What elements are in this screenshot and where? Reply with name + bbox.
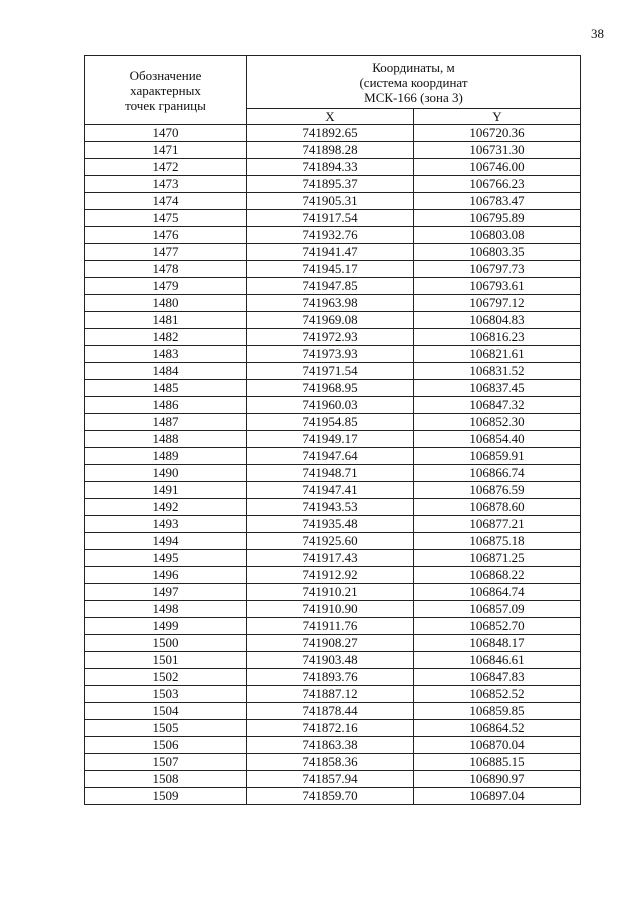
y-coordinate-cell: 106864.52 [414,720,581,737]
x-coordinate-cell: 741895.37 [247,176,414,193]
point-id-cell: 1496 [85,567,247,584]
table-row [85,754,581,771]
point-id-cell: 1487 [85,414,247,431]
x-coordinate-cell: 741908.27 [247,635,414,652]
y-coordinate-cell: 106847.83 [414,669,581,686]
point-id-cell: 1505 [85,720,247,737]
y-coordinate-cell: 106878.60 [414,499,581,516]
y-coordinate-cell: 106766.23 [414,176,581,193]
y-coordinate-cell: 106804.83 [414,312,581,329]
table-row [85,737,581,754]
table-row [85,414,581,431]
y-coordinate-cell: 106877.21 [414,516,581,533]
x-coordinate-cell: 741903.48 [247,652,414,669]
y-coordinate-cell: 106854.40 [414,431,581,448]
header-x: X [247,109,414,125]
point-id-cell: 1492 [85,499,247,516]
x-coordinate-cell: 741859.70 [247,788,414,805]
x-coordinate-cell: 741947.64 [247,448,414,465]
x-coordinate-cell: 741954.85 [247,414,414,431]
table-row [85,159,581,176]
x-coordinate-cell: 741968.95 [247,380,414,397]
x-coordinate-cell: 741898.28 [247,142,414,159]
table-row [85,550,581,567]
x-coordinate-cell: 741969.08 [247,312,414,329]
y-coordinate-cell: 106885.15 [414,754,581,771]
header-coords-line: (система координат [359,74,468,90]
y-coordinate-cell: 106875.18 [414,533,581,550]
y-coordinate-cell: 106859.85 [414,703,581,720]
point-id-cell: 1473 [85,176,247,193]
point-id-cell: 1478 [85,261,247,278]
header-point-line: точек границы [125,97,206,113]
x-coordinate-cell: 741911.76 [247,618,414,635]
y-coordinate-cell: 106852.70 [414,618,581,635]
point-id-cell: 1508 [85,771,247,788]
x-coordinate-cell: 741949.17 [247,431,414,448]
y-coordinate-cell: 106846.61 [414,652,581,669]
coordinates-table [84,55,581,805]
x-coordinate-cell: 741925.60 [247,533,414,550]
x-coordinate-cell: 741943.53 [247,499,414,516]
table-row [85,686,581,703]
point-id-cell: 1475 [85,210,247,227]
y-coordinate-cell: 106857.09 [414,601,581,618]
table-row [85,227,581,244]
point-id-cell: 1493 [85,516,247,533]
table-row [85,380,581,397]
x-coordinate-cell: 741947.85 [247,278,414,295]
y-coordinate-cell: 106797.73 [414,261,581,278]
table-row [85,635,581,652]
y-coordinate-cell: 106890.97 [414,771,581,788]
point-id-cell: 1476 [85,227,247,244]
y-coordinate-cell: 106720.36 [414,125,581,142]
y-coordinate-cell: 106816.23 [414,329,581,346]
y-coordinate-cell: 106803.08 [414,227,581,244]
point-id-cell: 1504 [85,703,247,720]
header-point-line: характерных [130,82,201,98]
y-coordinate-cell: 106793.61 [414,278,581,295]
point-id-cell: 1500 [85,635,247,652]
table-row [85,567,581,584]
x-coordinate-cell: 741878.44 [247,703,414,720]
page-number: 38 [591,26,604,41]
table-row [85,788,581,805]
x-coordinate-cell: 741910.21 [247,584,414,601]
point-id-cell: 1509 [85,788,247,805]
x-coordinate-cell: 741857.94 [247,771,414,788]
table-row [85,431,581,448]
x-coordinate-cell: 741945.17 [247,261,414,278]
table-row [85,652,581,669]
x-coordinate-cell: 741941.47 [247,244,414,261]
point-id-cell: 1472 [85,159,247,176]
table-row [85,601,581,618]
y-coordinate-cell: 106847.32 [414,397,581,414]
x-coordinate-cell: 741973.93 [247,346,414,363]
x-coordinate-cell: 741948.71 [247,465,414,482]
y-coordinate-cell: 106848.17 [414,635,581,652]
table-row [85,176,581,193]
point-id-cell: 1486 [85,397,247,414]
x-coordinate-cell: 741971.54 [247,363,414,380]
header-y: Y [414,109,581,125]
y-coordinate-cell: 106876.59 [414,482,581,499]
table-body [85,125,581,805]
point-id-cell: 1494 [85,533,247,550]
table-row [85,278,581,295]
point-id-cell: 1490 [85,465,247,482]
point-id-cell: 1497 [85,584,247,601]
table-row [85,312,581,329]
point-id-cell: 1480 [85,295,247,312]
x-coordinate-cell: 741912.92 [247,567,414,584]
y-coordinate-cell: 106864.74 [414,584,581,601]
point-id-cell: 1474 [85,193,247,210]
x-coordinate-cell: 741892.65 [247,125,414,142]
table-row [85,346,581,363]
x-coordinate-cell: 741917.54 [247,210,414,227]
table-row [85,618,581,635]
x-coordinate-cell: 741960.03 [247,397,414,414]
header-coords-line: МСК-166 (зона 3) [364,89,463,105]
table-row [85,261,581,278]
x-coordinate-cell: 741947.41 [247,482,414,499]
table-row [85,482,581,499]
point-id-cell: 1488 [85,431,247,448]
header-coordinates [247,56,581,109]
point-id-cell: 1482 [85,329,247,346]
table-row [85,295,581,312]
y-coordinate-cell: 106795.89 [414,210,581,227]
table-row [85,193,581,210]
point-id-cell: 1481 [85,312,247,329]
point-id-cell: 1507 [85,754,247,771]
table-row [85,771,581,788]
point-id-cell: 1502 [85,669,247,686]
point-id-cell: 1506 [85,737,247,754]
table-row [85,125,581,142]
y-coordinate-cell: 106870.04 [414,737,581,754]
x-coordinate-cell: 741935.48 [247,516,414,533]
header-point-line: Обозначение [129,67,202,83]
y-coordinate-cell: 106731.30 [414,142,581,159]
table-row [85,499,581,516]
header-coords-line: Координаты, м [372,59,455,75]
table-row [85,329,581,346]
point-id-cell: 1498 [85,601,247,618]
point-id-cell: 1470 [85,125,247,142]
y-coordinate-cell: 106746.00 [414,159,581,176]
x-coordinate-cell: 741863.38 [247,737,414,754]
point-id-cell: 1477 [85,244,247,261]
point-id-cell: 1489 [85,448,247,465]
table-row [85,142,581,159]
point-id-cell: 1479 [85,278,247,295]
table-row [85,465,581,482]
point-id-cell: 1503 [85,686,247,703]
y-coordinate-cell: 106852.52 [414,686,581,703]
y-coordinate-cell: 106797.12 [414,295,581,312]
y-coordinate-cell: 106831.52 [414,363,581,380]
table-row [85,210,581,227]
y-coordinate-cell: 106868.22 [414,567,581,584]
table-row [85,397,581,414]
header-point-designation [85,56,247,125]
table-row [85,584,581,601]
x-coordinate-cell: 741972.93 [247,329,414,346]
x-coordinate-cell: 741905.31 [247,193,414,210]
point-id-cell: 1485 [85,380,247,397]
x-coordinate-cell: 741932.76 [247,227,414,244]
point-id-cell: 1501 [85,652,247,669]
table-row [85,533,581,550]
table-row [85,720,581,737]
y-coordinate-cell: 106897.04 [414,788,581,805]
x-coordinate-cell: 741872.16 [247,720,414,737]
table-row [85,516,581,533]
x-coordinate-cell: 741963.98 [247,295,414,312]
table-row [85,669,581,686]
x-coordinate-cell: 741894.33 [247,159,414,176]
point-id-cell: 1483 [85,346,247,363]
point-id-cell: 1491 [85,482,247,499]
point-id-cell: 1495 [85,550,247,567]
x-coordinate-cell: 741910.90 [247,601,414,618]
table-row [85,244,581,261]
y-coordinate-cell: 106783.47 [414,193,581,210]
table-row [85,448,581,465]
y-coordinate-cell: 106837.45 [414,380,581,397]
point-id-cell: 1471 [85,142,247,159]
y-coordinate-cell: 106821.61 [414,346,581,363]
y-coordinate-cell: 106803.35 [414,244,581,261]
x-coordinate-cell: 741917.43 [247,550,414,567]
y-coordinate-cell: 106859.91 [414,448,581,465]
table-row [85,363,581,380]
table-row [85,703,581,720]
x-coordinate-cell: 741893.76 [247,669,414,686]
point-id-cell: 1499 [85,618,247,635]
x-coordinate-cell: 741887.12 [247,686,414,703]
x-coordinate-cell: 741858.36 [247,754,414,771]
y-coordinate-cell: 106871.25 [414,550,581,567]
y-coordinate-cell: 106866.74 [414,465,581,482]
y-coordinate-cell: 106852.30 [414,414,581,431]
point-id-cell: 1484 [85,363,247,380]
